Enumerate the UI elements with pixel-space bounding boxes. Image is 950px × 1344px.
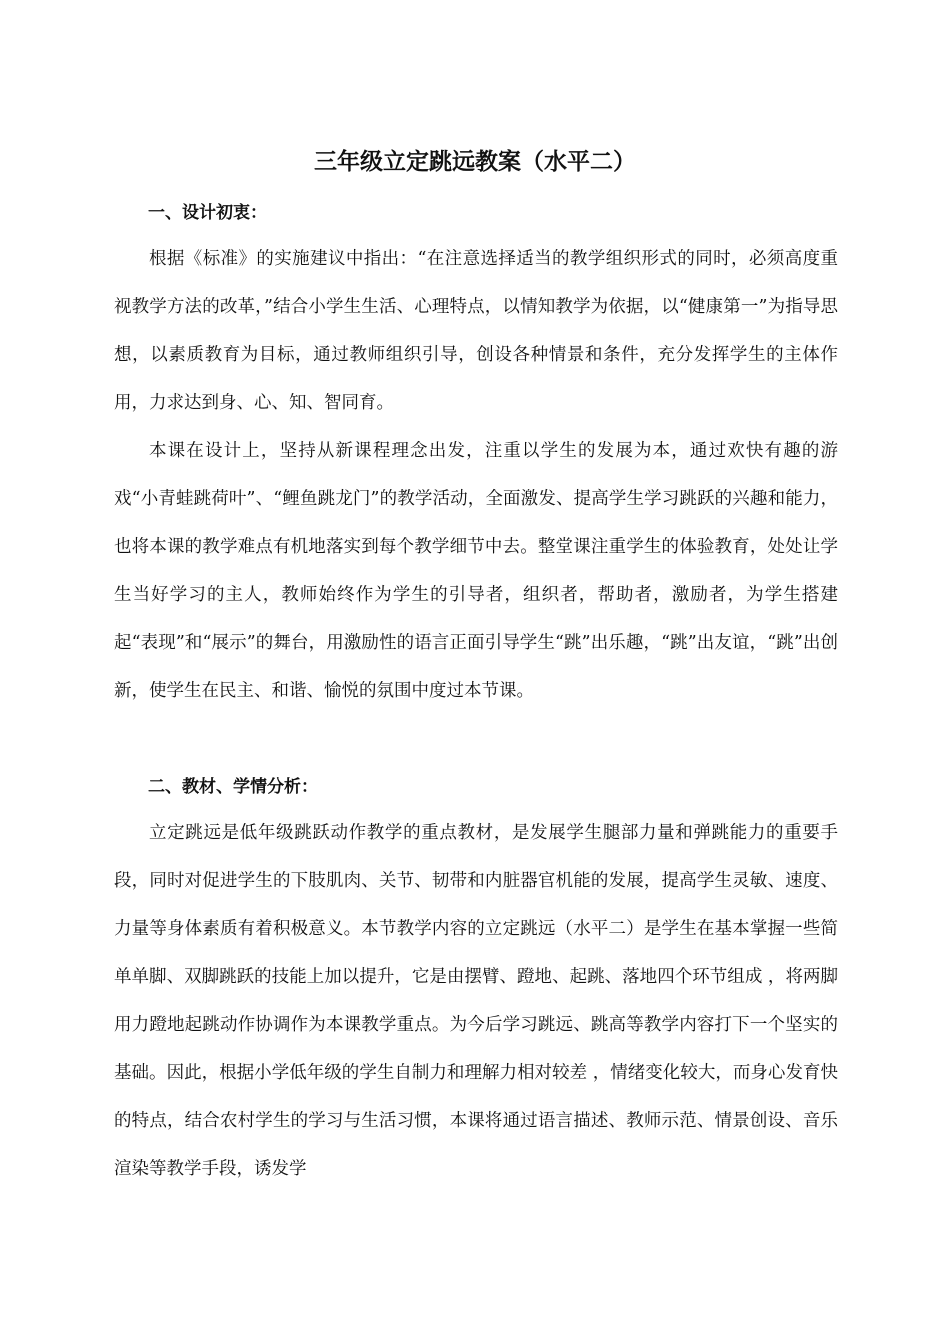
section-heading-design-intent: 一、设计初衷： <box>148 203 267 223</box>
paragraph: 立定跳远是低年级跳跃动作教学的重点教材，是发展学生腿部力量和弹跳能力的重要手段，同时对促进学生的下肢肌肉、关节、韧带和内脏器官机能的发展，提高学生灵敏、速度、力量等身体素质有着积极意义。本节教学内容的立定跳远（水平二）是学生在基本掌握一些简单单脚、双脚跳跃的技能上加以提升，它是由摆臂、蹬地、起跳、落地四个环节组成 ，将两脚用力蹬地起跳动作协调作为本课教学重点。为今后学习跳远、跳高等教学内容打下一个坚实的基础。因此，根据小学低年级的学生自制力和理解力相对较差 ，情绪变化较大，而身心发育快的特点，结合农村学生的学习与生活习惯，本课将通过语言描述、教师示范、情景创设、音乐渲染等教学手段，诱发学 <box>114 823 838 1179</box>
section-heading-material-analysis: 二、教材、学情分析： <box>148 777 318 797</box>
paragraph: 根据《标准》的实施建议中指出：“在注意选择适当的教学组织形式的同时，必须高度重视教学方法的改革，”结合小学生生活、心理特点，以情知教学为依据，以“健康第一”为指导思想，以素质教育为目标，通过教师组织引导，创设各种情景和条件，充分发挥学生的主体作用，力求达到身、心、知、智同育。 <box>114 249 838 413</box>
section-body-design-intent <box>114 235 838 715</box>
paragraph: 本课在设计上，坚持从新课程理念出发，注重以学生的发展为本，通过欢快有趣的游戏“小青蛙跳荷叶”、“鲤鱼跳龙门”的教学活动，全面激发、提高学生学习跳跃的兴趣和能力，也将本课的教学难点有机地落实到每个教学细节中去。整堂课注重学生的体验教育，处处让学生当好学习的主人，教师始终作为学生的引导者，组织者，帮助者，激励者，为学生搭建起“表现”和“展示”的舞台，用激励性的语言正面引导学生“跳”出乐趣，“跳”出友谊，“跳”出创新，使学生在民主、和谐、愉悦的氛围中度过本节课。 <box>114 441 838 701</box>
section-body-material-analysis <box>114 809 838 1193</box>
document-title: 三年级立定跳远教案（水平二） <box>314 149 636 175</box>
